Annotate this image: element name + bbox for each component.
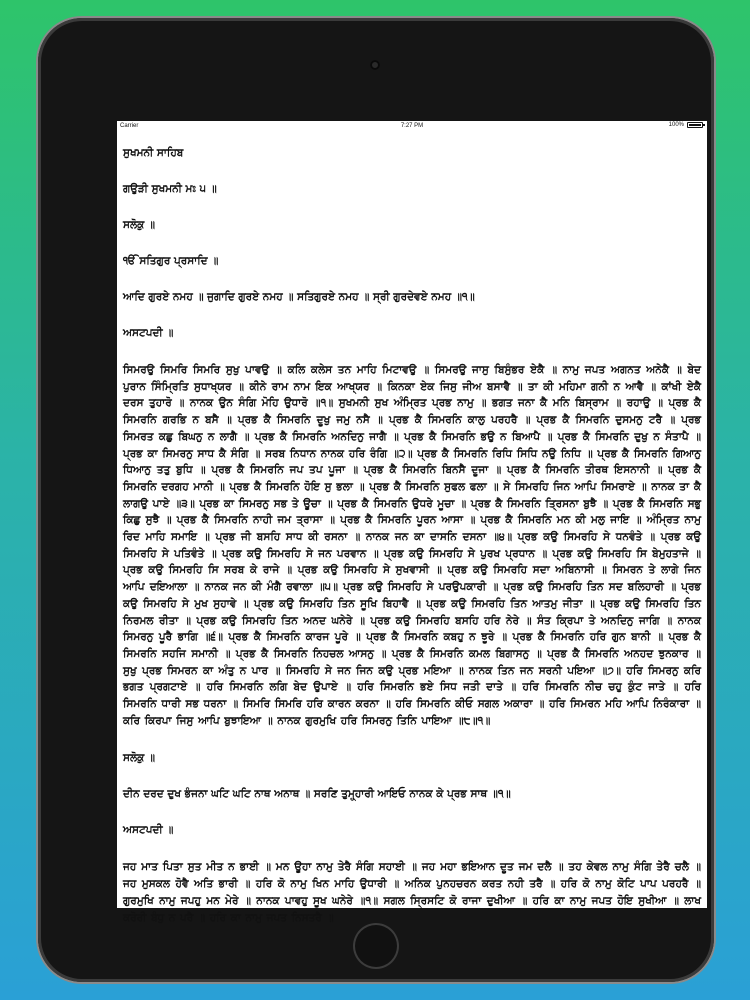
bani-title: ਸੁਖਮਨੀ ਸਾਹਿਬ [123,147,184,159]
carrier-label: Carrier [120,123,139,129]
clock: 7:27 PM [400,123,424,129]
battery-icon [687,122,703,128]
battery-percent: 100% [668,122,684,128]
status-bar [117,121,707,132]
ashtapadi-heading-2: ਅਸਟਪਦੀ ॥ [123,824,174,837]
home-button[interactable] [353,923,399,969]
ashtapadi-heading: ਅਸਟਪਦੀ ॥ [123,327,174,339]
ipad-frame [38,18,714,982]
gurbani-text-view[interactable] [117,132,707,926]
battery-status [669,122,703,128]
salok-heading-2: ਸਲੋਕੁ ॥ [123,752,155,765]
ashtapadi-1-text: ਸਿਮਰਉ ਸਿਮਰਿ ਸਿਮਰਿ ਸੁਖੁ ਪਾਵਉ ॥ ਕਲਿ ਕਲੇਸ ਤਨ ਮਾਹਿ ਮਿਟਾਵਉ ॥ ਸਿਮਰਉ ਜਾਸੁ ਬਿਸੁੰਭਰ ਏਕੈ ॥ ਨਾਮੁ ਜਪਤ ਅਗਨਤ ਅਨੇਕੈ ॥ ਬੇਦ ਪੁਰਾਨ ਸਿੰਮ੍ਰਿਤਿ ਸੁਧਾਖ੍ਯਰ ॥ ਕੀਨੇ ਰਾਮ ਨਾਮ ਇਕ ਆਖ੍ਯਰ ॥ ਕਿਨਕਾ ਏਕ ਜਿਸੁ ਜੀਅ ਬਸਾਵੈ ॥ ਤਾ ਕੀ ਮਹਿਮਾ ਗਨੀ ਨ ਆਵੈ ॥ ਕਾਂਖੀ ਏਕੈ ਦਰਸ ਤੁਹਾਰੋ ॥ ਨਾਨਕ ਉਨ ਸੰਗਿ ਮੋਹਿ ਉਧਾਰੋ ॥੧॥ ਸੁਖਮਨੀ ਸੁਖ ਅੰਮ੍ਰਿਤ ਪ੍ਰਭ ਨਾਮੁ ॥ ਭਗਤ ਜਨਾ ਕੈ ਮਨਿ ਬਿਸ੍ਰਾਮ ॥ ਰਹਾਉ ॥ ਪ੍ਰਭ ਕੈ ਸਿਮਰਨਿ ਗਰਭਿ ਨ ਬਸੈ ॥ ਪ੍ਰਭ ਕੈ ਸਿਮਰਨਿ ਦੂਖੁ ਜਮੁ ਨਸੈ ॥ ਪ੍ਰਭ ਕੈ ਸਿਮਰਨਿ ਕਾਲੁ ਪਰਹਰੈ ॥ ਪ੍ਰਭ ਕੈ ਸਿਮਰਨਿ ਦੁਸਮਨੁ ਟਰੈ ॥ ਪ੍ਰਭ ਸਿਮਰਤ ਕਛੁ ਬਿਘਨੁ ਨ ਲਾਗੈ ॥ ਪ੍ਰਭ ਕੈ ਸਿਮਰਨਿ ਅਨਦਿਨੁ ਜਾਗੈ ॥ ਪ੍ਰਭ ਕੈ ਸਿਮਰਨਿ ਭਉ ਨ ਬਿਆਪੈ ॥ ਪ੍ਰਭ ਕੈ ਸਿਮਰਨਿ ਦੁਖੁ ਨ ਸੰਤਾਪੈ ॥ ਪ੍ਰਭ ਕਾ ਸਿਮਰਨੁ ਸਾਧ ਕੈ ਸੰਗਿ ॥ ਸਰਬ ਨਿਧਾਨ ਨਾਨਕ ਹਰਿ ਰੰਗਿ ॥੨॥ ਪ੍ਰਭ ਕੈ ਸਿਮਰਨਿ ਰਿਧਿ ਸਿਧਿ ਨਉ ਨਿਧਿ ॥ ਪ੍ਰਭ ਕੈ ਸਿਮਰਨਿ ਗਿਆਨੁ ਧਿਆਨੁ ਤਤੁ ਬੁਧਿ ॥ ਪ੍ਰਭ ਕੈ ਸਿਮਰਨਿ ਜਪ ਤਪ ਪੂਜਾ ॥ ਪ੍ਰਭ ਕੈ ਸਿਮਰਨਿ ਬਿਨਸੈ ਦੂਜਾ ॥ ਪ੍ਰਭ ਕੈ ਸਿਮਰਨਿ ਤੀਰਥ ਇਸਨਾਨੀ ॥ ਪ੍ਰਭ ਕੈ ਸਿਮਰਨਿ ਦਰਗਹ ਮਾਨੀ ॥ ਪ੍ਰਭ ਕੈ ਸਿਮਰਨਿ ਹੋਇ ਸੁ ਭਲਾ ॥ ਪ੍ਰਭ ਕੈ ਸਿਮਰਨਿ ਸੁਫਲ ਫਲਾ ॥ ਸੇ ਸਿਮਰਹਿ ਜਿਨ ਆਪਿ ਸਿਮਰਾਏ ॥ ਨਾਨਕ ਤਾ ਕੈ ਲਾਗਉ ਪਾਏ ॥੩॥ ਪ੍ਰਭ ਕਾ ਸਿਮਰਨੁ ਸਭ ਤੇ ਊਚਾ ॥ ਪ੍ਰਭ ਕੈ ਸਿਮਰਨਿ ਉਧਰੇ ਮੂਚਾ ॥ ਪ੍ਰਭ ਕੈ ਸਿਮਰਨਿ ਤ੍ਰਿਸਨਾ ਬੁਝੈ ॥ ਪ੍ਰਭ ਕੈ ਸਿਮਰਨਿ ਸਭੁ ਕਿਛੁ ਸੁਝੈ ॥ ਪ੍ਰਭ ਕੈ ਸਿਮਰਨਿ ਨਾਹੀ ਜਮ ਤ੍ਰਾਸਾ ॥ ਪ੍ਰਭ ਕੈ ਸਿਮਰਨਿ ਪੂਰਨ ਆਸਾ ॥ ਪ੍ਰਭ ਕੈ ਸਿਮਰਨਿ ਮਨ ਕੀ ਮਲੁ ਜਾਇ ॥ ਅੰਮ੍ਰਿਤ ਨਾਮੁ ਰਿਦ ਮਾਹਿ ਸਮਾਇ ॥ ਪ੍ਰਭ ਜੀ ਬਸਹਿ ਸਾਧ ਕੀ ਰਸਨਾ ॥ ਨਾਨਕ ਜਨ ਕਾ ਦਾਸਨਿ ਦਸਨਾ ॥੪॥ ਪ੍ਰਭ ਕਉ ਸਿਮਰਹਿ ਸੇ ਧਨਵੰਤੇ ॥ ਪ੍ਰਭ ਕਉ ਸਿਮਰਹਿ ਸੇ ਪਤਿਵੰਤੇ ॥ ਪ੍ਰਭ ਕਉ ਸਿਮਰਹਿ ਸੇ ਜਨ ਪਰਵਾਨ ॥ ਪ੍ਰਭ ਕਉ ਸਿਮਰਹਿ ਸੇ ਪੁਰਖ ਪ੍ਰਧਾਨ ॥ ਪ੍ਰਭ ਕਉ ਸਿਮਰਹਿ ਸਿ ਬੇਮੁਹਤਾਜੇ ॥ ਪ੍ਰਭ ਕਉ ਸਿਮਰਹਿ ਸਿ ਸਰਬ ਕੇ ਰਾਜੇ ॥ ਪ੍ਰਭ ਕਉ ਸਿਮਰਹਿ ਸੇ ਸੁਖਵਾਸੀ ॥ ਪ੍ਰਭ ਕਉ ਸਿਮਰਹਿ ਸਦਾ ਅਬਿਨਾਸੀ ॥ ਸਿਮਰਨ ਤੇ ਲਾਗੇ ਜਿਨ ਆਪਿ ਦਇਆਲਾ ॥ ਨਾਨਕ ਜਨ ਕੀ ਮੰਗੈ ਰਵਾਲਾ ॥੫॥ ਪ੍ਰਭ ਕਉ ਸਿਮਰਹਿ ਸੇ ਪਰਉਪਕਾਰੀ ॥ ਪ੍ਰਭ ਕਉ ਸਿਮਰਹਿ ਤਿਨ ਸਦ ਬਲਿਹਾਰੀ ॥ ਪ੍ਰਭ ਕਉ ਸਿਮਰਹਿ ਸੇ ਮੁਖ ਸੁਹਾਵੇ ॥ ਪ੍ਰਭ ਕਉ ਸਿਮਰਹਿ ਤਿਨ ਸੂਖਿ ਬਿਹਾਵੈ ॥ ਪ੍ਰਭ ਕਉ ਸਿਮਰਹਿ ਤਿਨ ਆਤਮੁ ਜੀਤਾ ॥ ਪ੍ਰਭ ਕਉ ਸਿਮਰਹਿ ਤਿਨ ਨਿਰਮਲ ਰੀਤਾ ॥ ਪ੍ਰਭ ਕਉ ਸਿਮਰਹਿ ਤਿਨ ਅਨਦ ਘਨੇਰੇ ॥ ਪ੍ਰਭ ਕਉ ਸਿਮਰਹਿ ਬਸਹਿ ਹਰਿ ਨੇਰੇ ॥ ਸੰਤ ਕ੍ਰਿਪਾ ਤੇ ਅਨਦਿਨੁ ਜਾਗਿ ॥ ਨਾਨਕ ਸਿਮਰਨੁ ਪੂਰੈ ਭਾਗਿ ॥੬॥ ਪ੍ਰਭ ਕੈ ਸਿਮਰਨਿ ਕਾਰਜ ਪੂਰੇ ॥ ਪ੍ਰਭ ਕੈ ਸਿਮਰਨਿ ਕਬਹੁ ਨ ਝੂਰੇ ॥ ਪ੍ਰਭ ਕੈ ਸਿਮਰਨਿ ਹਰਿ ਗੁਨ ਬਾਨੀ ॥ ਪ੍ਰਭ ਕੈ ਸਿਮਰਨਿ ਸਹਜਿ ਸਮਾਨੀ ॥ ਪ੍ਰਭ ਕੈ ਸਿਮਰਨਿ ਨਿਹਚਲ ਆਸਨੁ ॥ ਪ੍ਰਭ ਕੈ ਸਿਮਰਨਿ ਕਮਲ ਬਿਗਾਸਨੁ ॥ ਪ੍ਰਭ ਕੈ ਸਿਮਰਨਿ ਅਨਹਦ ਝੁਨਕਾਰ ॥ ਸੁਖੁ ਪ੍ਰਭ ਸਿਮਰਨ ਕਾ ਅੰਤੁ ਨ ਪਾਰ ॥ ਸਿਮਰਹਿ ਸੇ ਜਨ ਜਿਨ ਕਉ ਪ੍ਰਭ ਮਇਆ ॥ ਨਾਨਕ ਤਿਨ ਜਨ ਸਰਨੀ ਪਇਆ ॥੭॥ ਹਰਿ ਸਿਮਰਨੁ ਕਰਿ ਭਗਤ ਪ੍ਰਗਟਾਏ ॥ ਹਰਿ ਸਿਮਰਨਿ ਲਗਿ ਬੇਦ ਉਪਾਏ ॥ ਹਰਿ ਸਿਮਰਨਿ ਭਏ ਸਿਧ ਜਤੀ ਦਾਤੇ ॥ ਹਰਿ ਸਿਮਰਨਿ ਨੀਚ ਚਹੁ ਕੁੰਟ ਜਾਤੇ ॥ ਹਰਿ ਸਿਮਰਨਿ ਧਾਰੀ ਸਭ ਧਰਨਾ ॥ ਸਿਮਰਿ ਸਿਮਰਿ ਹਰਿ ਕਾਰਨ ਕਰਨਾ ॥ ਹਰਿ ਸਿਮਰਨਿ ਕੀਓ ਸਗਲ ਅਕਾਰਾ ॥ ਹਰਿ ਸਿਮਰਨ ਮਹਿ ਆਪਿ ਨਿਰੰਕਾਰਾ ॥ ਕਰਿ ਕਿਰਪਾ ਜਿਸੁ ਆਪਿ ਬੁਝਾਇਆ ॥ ਨਾਨਕ ਗੁਰਮੁਖਿ ਹਰਿ ਸਿਮਰਨੁ ਤਿਨਿ ਪਾਇਆ ॥੮॥੧॥ [123,364,701,727]
front-camera [370,60,380,70]
ashtapadi-2-text: ਜਹ ਮਾਤ ਪਿਤਾ ਸੁਤ ਮੀਤ ਨ ਭਾਈ ॥ ਮਨ ਊਹਾ ਨਾਮੁ ਤੇਰੈ ਸੰਗਿ ਸਹਾਈ ॥ ਜਹ ਮਹਾ ਭਇਆਨ ਦੂਤ ਜਮ ਦਲੈ ॥ ਤਹ ਕੇਵਲ ਨਾਮੁ ਸੰਗਿ ਤੇਰੈ ਚਲੈ ॥ ਜਹ ਮੁਸਕਲ ਹੋਵੈ ਅਤਿ ਭਾਰੀ ॥ ਹਰਿ ਕੋ ਨਾਮੁ ਖਿਨ ਮਾਹਿ ਉਧਾਰੀ ॥ ਅਨਿਕ ਪੁਨਹਚਰਨ ਕਰਤ ਨਹੀ ਤਰੈ ॥ ਹਰਿ ਕੋ ਨਾਮੁ ਕੋਟਿ ਪਾਪ ਪਰਹਰੈ ॥ ਗੁਰਮੁਖਿ ਨਾਮੁ ਜਪਹੁ ਮਨ ਮੇਰੇ ॥ ਨਾਨਕ ਪਾਵਹੁ ਸੂਖ ਘਨੇਰੇ ॥੧॥ ਸਗਲ ਸ੍ਰਿਸਟਿ ਕੋ ਰਾਜਾ ਦੁਖੀਆ ॥ ਹਰਿ ਕਾ ਨਾਮੁ ਜਪਤ ਹੋਇ ਸੁਖੀਆ ॥ ਲਾਖ ਕਰੋਰੀ ਬੰਧੁ ਨ ਪਰੈ ॥ ਹਰਿ ਕਾ ਨਾਮੁ ਜਪਤ ਨਿਸਤਰੈ ॥ [123,861,701,924]
salok-verse-2: ਦੀਨ ਦਰਦ ਦੁਖ ਭੰਜਨਾ ਘਟਿ ਘਟਿ ਨਾਥ ਅਨਾਥ ॥ ਸਰਣਿ ਤੁਮ੍ਹ੍ਹਾਰੀ ਆਇਓ ਨਾਨਕ ਕੇ ਪ੍ਰਭ ਸਾਥ ॥੧॥ [123,788,511,801]
raag-heading: ਗਉੜੀ ਸੁਖਮਨੀ ਮਃ ੫ ॥ [123,183,217,195]
app-screen [117,121,707,924]
mool-mantar: ੴ ਸਤਿਗੁਰ ਪ੍ਰਸਾਦਿ ॥ [123,255,219,267]
salok-heading: ਸਲੋਕੁ ॥ [123,219,155,231]
salok-verse: ਆਦਿ ਗੁਰਏ ਨਮਹ ॥ ਜੁਗਾਦਿ ਗੁਰਏ ਨਮਹ ॥ ਸਤਿਗੁਰਏ ਨਮਹ ॥ ਸ੍ਰੀ ਗੁਰਦੇਵਏ ਨਮਹ ॥੧॥ [123,291,475,303]
